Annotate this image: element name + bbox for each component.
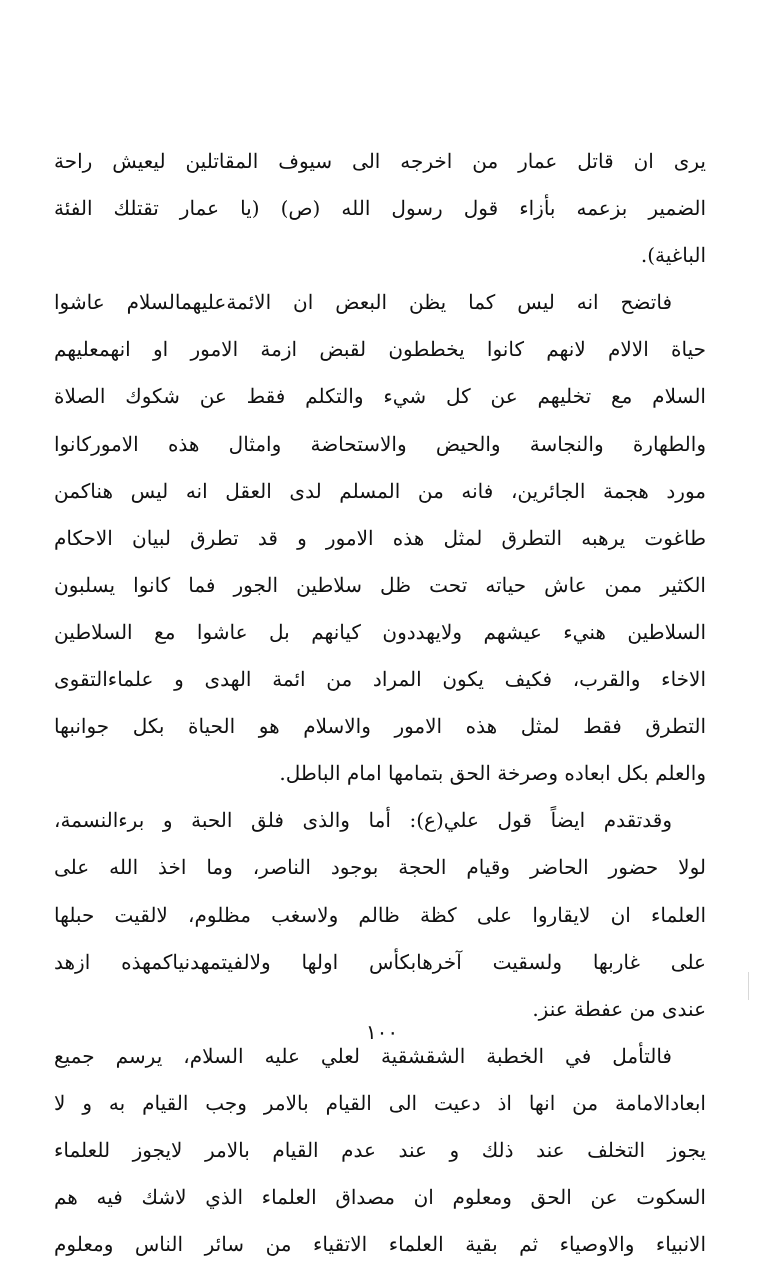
text-line: والعلم بكل ابعاده وصرخة الحق بتمامها امام الباطل. [279,761,706,786]
text-line: التطرق فقط لمثل هذه الامور والاسلام هو الحياة بكل جوانبها [54,714,706,739]
text-line: السلاطين هنيء عيشهم ولايهددون كيانهم بل عاشوا مع السلاطين [54,619,706,644]
text-line: والطهارة والنجاسة والحيض والاستحاضة وامثال هذه الاموركانوا [54,431,706,456]
text-line: العلماء ان لايقاروا على كظة ظالم ولاسغب مظلوم، لالقيت حبلها [54,902,706,927]
body-text [54,138,706,1268]
margin-mark [748,972,749,1000]
text-line: الاخاء والقرب، فكيف يكون المراد من ائمة الهدى و علماءالتقوى [54,667,706,692]
text-line: على غاربها ولسقيت آخرهابكأس اولها ولالفيتمهدنياكمهذه ازهد [54,949,706,974]
text-line: ابعادالامامة من انها اذ دعيت الى القيام بالامر وجب القيام به و لا [54,1090,706,1115]
text-line: يرى ان قاتل عمار من اخرجه الى سيوف المقاتلين ليعيش راحة [54,149,706,173]
page-number: ١٠٠ [365,1020,399,1044]
text-line: لولا حضور الحاضر وقيام الحجة بوجود الناصر، وما اخذ الله على [54,855,706,880]
text-line: فالتأمل في الخطبة الشقشقية لعلي عليه السلام، يرسم جميع [54,1043,672,1068]
text-line: عندى من عفطة عنز. [532,996,706,1021]
text-line: الباغية). [640,243,706,268]
text-line: يجوز التخلف عند ذلك و عند عدم القيام بالامر لايجوز للعلماء [54,1137,706,1162]
text-line: طاغوت يرهبه التطرق لمثل هذه الامور و قد تطرق لبيان الاحكام [54,525,706,550]
text-line: الانبياء والاوصياء ثم بقية العلماء الاتقياء من سائر الناس ومعلوم [54,1232,706,1257]
text-line: حياة الالام لانهم كانوا يخططون لقبض ازمة الامور او انهمعليهم [54,337,706,362]
text-line: وقدتقدم ايضاً قول علي(ع): أما والذى فلق الحبة و برءالنسمة، [54,808,672,833]
text-line: مورد هجمة الجائرين، فانه من المسلم لدى العقل انه ليس هناكمن [54,478,706,503]
text-line: فاتضح انه ليس كما يظن البعض ان الائمةعليهمالسلام عاشوا [54,290,672,315]
text-line: السكوت عن الحق ومعلوم ان مصداق العلماء الذي لاشك فيه هم [54,1185,706,1210]
text-line: السلام مع تخليهم عن كل شيء والتكلم فقط عن شكوك الصلاة [54,384,706,409]
text-line: الضمير بزعمه بأزاء قول رسول الله (ص) (يا عمار تقتلك الفئة [54,196,706,221]
text-line: الكثير ممن عاش حياته تحت ظل سلاطين الجور فما كانوا يسلبون [54,572,706,597]
